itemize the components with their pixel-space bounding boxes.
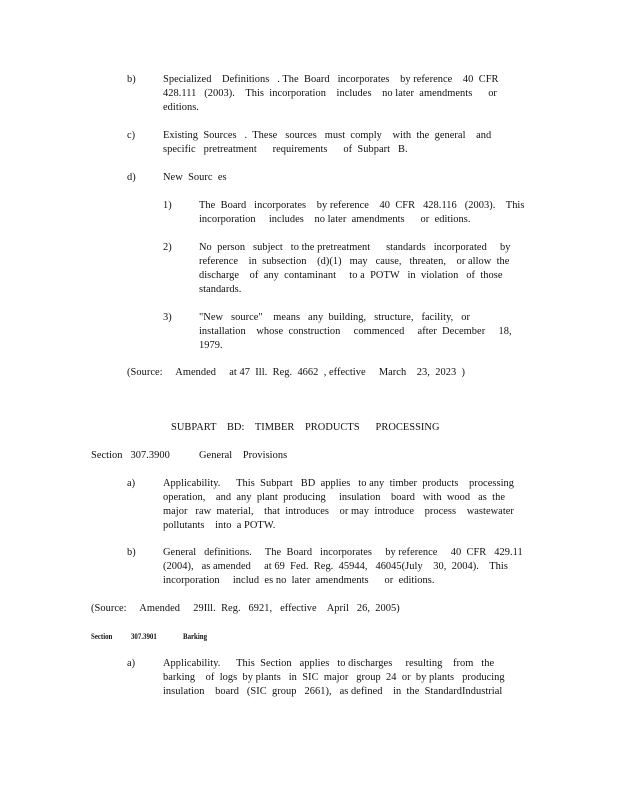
section-3901-number: 307.3901: [131, 632, 157, 641]
section-3901-label: Section: [91, 632, 113, 641]
section-3900-item-label-b: b): [127, 547, 136, 558]
section-3900-a-line-1: Applicability. This Subpart BD applies to any timber products processing: [163, 478, 514, 489]
item-b-line-3: editions.: [163, 102, 199, 113]
item-b-line-1: Specialized Definitions . The Board incorporates by reference 40 CFR: [163, 74, 499, 85]
item-c-line-2: specific pretreatment requirements of Subpart B.: [163, 144, 408, 155]
item-b-line-2: 428.111 (2003). This incorporation includes no later amendments or: [163, 88, 497, 99]
section-3901-a-line-2: barking of logs by plants in SIC major group 24 or by plants producing: [163, 672, 505, 683]
subitem-1-line-2: incorporation includes no later amendments or editions.: [199, 214, 471, 225]
source-note-1: (Source: Amended at 47 Ill. Reg. 4662 , effective March 23, 2023 ): [127, 367, 466, 378]
subitem-1-line-1: The Board incorporates by reference 40 CFR 428.116 (2003). This: [199, 200, 525, 211]
subitem-2-line-4: standards.: [199, 284, 242, 295]
item-d-line-1: New Sourc es: [163, 172, 227, 183]
section-3900-b-line-3: incorporation includ es no later amendments or editions.: [163, 575, 435, 586]
subitem-label-3: 3): [163, 312, 172, 323]
subpart-heading: SUBPART BD: TIMBER PRODUCTS PROCESSING: [171, 422, 440, 433]
subitem-label-1: 1): [163, 200, 172, 211]
section-3900-a-line-2: operation, and any plant producing insulation board with wood as the: [163, 492, 505, 503]
section-3901-title: Barking: [183, 632, 208, 641]
section-3901-a-line-1: Applicability. This Section applies to discharges resulting from the: [163, 658, 495, 669]
section-3900-title: General Provisions: [199, 450, 288, 461]
item-label-c: c): [127, 130, 136, 141]
item-label-b: b): [127, 74, 136, 85]
section-3900-item-label-a: a): [127, 478, 136, 489]
section-3900-number: Section 307.3900: [91, 450, 170, 461]
section-3901-item-label-a: a): [127, 658, 136, 669]
subitem-3-line-3: 1979.: [199, 340, 223, 351]
subitem-3-line-1: "New source" means any building, structure, facility, or: [199, 312, 471, 323]
subitem-2-line-1: No person subject to the pretreatment standards incorporated by: [199, 242, 511, 253]
section-3901-a-line-3: insulation board (SIC group 2661), as defined in the StandardIndustrial: [163, 686, 503, 697]
section-3900-a-line-4: pollutants into a POTW.: [163, 520, 276, 531]
section-3900-b-line-2: (2004), as amended at 69 Fed. Reg. 45944, 46045(July 30, 2004). This: [163, 561, 508, 572]
subitem-label-2: 2): [163, 242, 172, 253]
section-3900-b-line-1: General definitions. The Board incorporates by reference 40 CFR 429.11: [163, 547, 523, 558]
section-3900-a-line-3: major raw material, that introduces or may introduce process wastewater: [163, 506, 514, 517]
item-c-line-1: Existing Sources . These sources must comply with the general and: [163, 130, 492, 141]
subitem-3-line-2: installation whose construction commenced after December 18,: [199, 326, 512, 337]
source-note-2: (Source: Amended 29Ill. Reg. 6921, effective April 26, 2005): [91, 603, 400, 614]
subitem-2-line-2: reference in subsection (d)(1) may cause, threaten, or allow the: [199, 256, 510, 267]
item-label-d: d): [127, 172, 136, 183]
subitem-2-line-3: discharge of any contaminant to a POTW in violation of those: [199, 270, 503, 281]
